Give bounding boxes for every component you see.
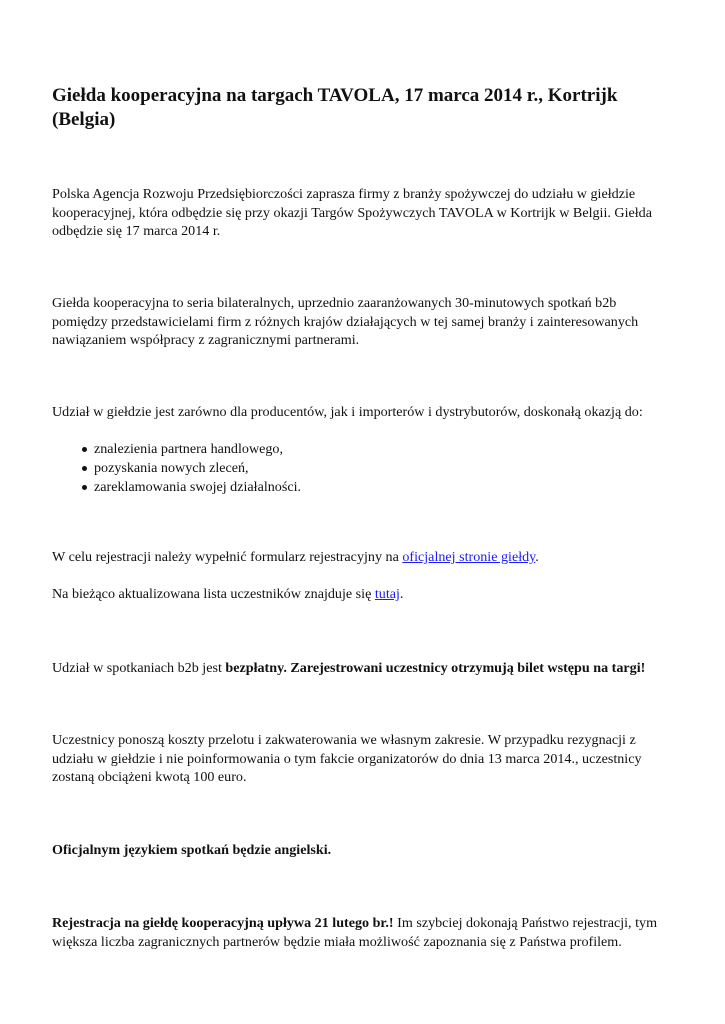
list-item [52, 478, 674, 497]
list-item-text: zareklamowania swojej działalności. [94, 479, 302, 495]
participants-text: Na bieżąco aktualizowana lista uczestników znajduje się [52, 586, 375, 602]
fee-paragraph [52, 659, 674, 678]
participants-list-link[interactable]: tutaj [374, 586, 400, 602]
list-item [52, 459, 674, 478]
list-item [52, 440, 674, 459]
registration-end: . [535, 549, 539, 565]
bullet-icon [82, 466, 87, 471]
list-item-text: znalezienia partnera handlowego, [94, 441, 283, 457]
official-site-link[interactable]: oficjalnej stronie giełdy [402, 549, 536, 565]
list-item-text: pozyskania nowych zleceń, [94, 460, 249, 476]
bullet-icon [82, 485, 87, 490]
participants-end: . [399, 586, 404, 602]
fee-bold-text: bezpłatny. Zarejestrowani uczestnicy otrzymują bilet wstępu na targi! [225, 660, 646, 676]
page-title: Giełda kooperacyjna na targach TAVOLA, 17 marca 2014 r., Kortrijk (Belgia) [52, 85, 618, 130]
participation-paragraph: Udział w giełdzie jest zarówno dla producentów, jak i importerów i dystrybutorów, doskonałą okazją do: [52, 404, 643, 420]
bullet-icon [82, 447, 87, 452]
costs-paragraph: Uczestnicy ponoszą koszty przelotu i zakwaterowania we własnym zakresie. W przypadku rezygnacji z udziału w giełdzie i nie poinformowania o tym fakcie organizatorów do dnia 13 marca 2014., uczestnicy zostaną obciążeni kwotą 100 euro. [52, 732, 642, 785]
deadline-paragraph [52, 914, 674, 951]
deadline-bold-text: Rejestracja na giełdę kooperacyjną upływa 21 lutego br.! [52, 915, 394, 931]
intro-paragraph: Polska Agencja Rozwoju Przedsiębiorczości zaprasza firmy z branży spożywczej do udziału w giełdzie kooperacyjnej, która odbędzie się przy okazji Targów Spożywczych TAVOLA w Kortrijk w Belgii. Giełda odbędzie się 17 marca 2014 r. [52, 186, 652, 239]
deadline-text: Im szybciej dokonają Państwo rejestracji, tym większa liczba zagranicznych partnerów będzie miała możliwość zapoznania się z Państwa profilem. [52, 915, 658, 950]
language-bold-text: Oficjalnym językiem spotkań będzie angielski. [52, 842, 332, 858]
fee-text: Udział w spotkaniach b2b jest [52, 660, 226, 676]
benefits-list [52, 440, 674, 497]
registration-text: W celu rejestracji należy wypełnić formularz rejestracyjny na [52, 549, 403, 565]
definition-paragraph: Giełda kooperacyjna to seria bilateralnych, uprzednio zaaranżowanych 30-minutowych spotkań b2b pomiędzy przedstawicielami firm z różnych krajów działających w tej samej branży i zainteresowanych nawiązaniem współpracy z zagranicznymi partnerami. [52, 295, 639, 348]
language-paragraph [52, 841, 674, 860]
participants-paragraph [52, 585, 674, 604]
registration-paragraph [52, 548, 674, 567]
